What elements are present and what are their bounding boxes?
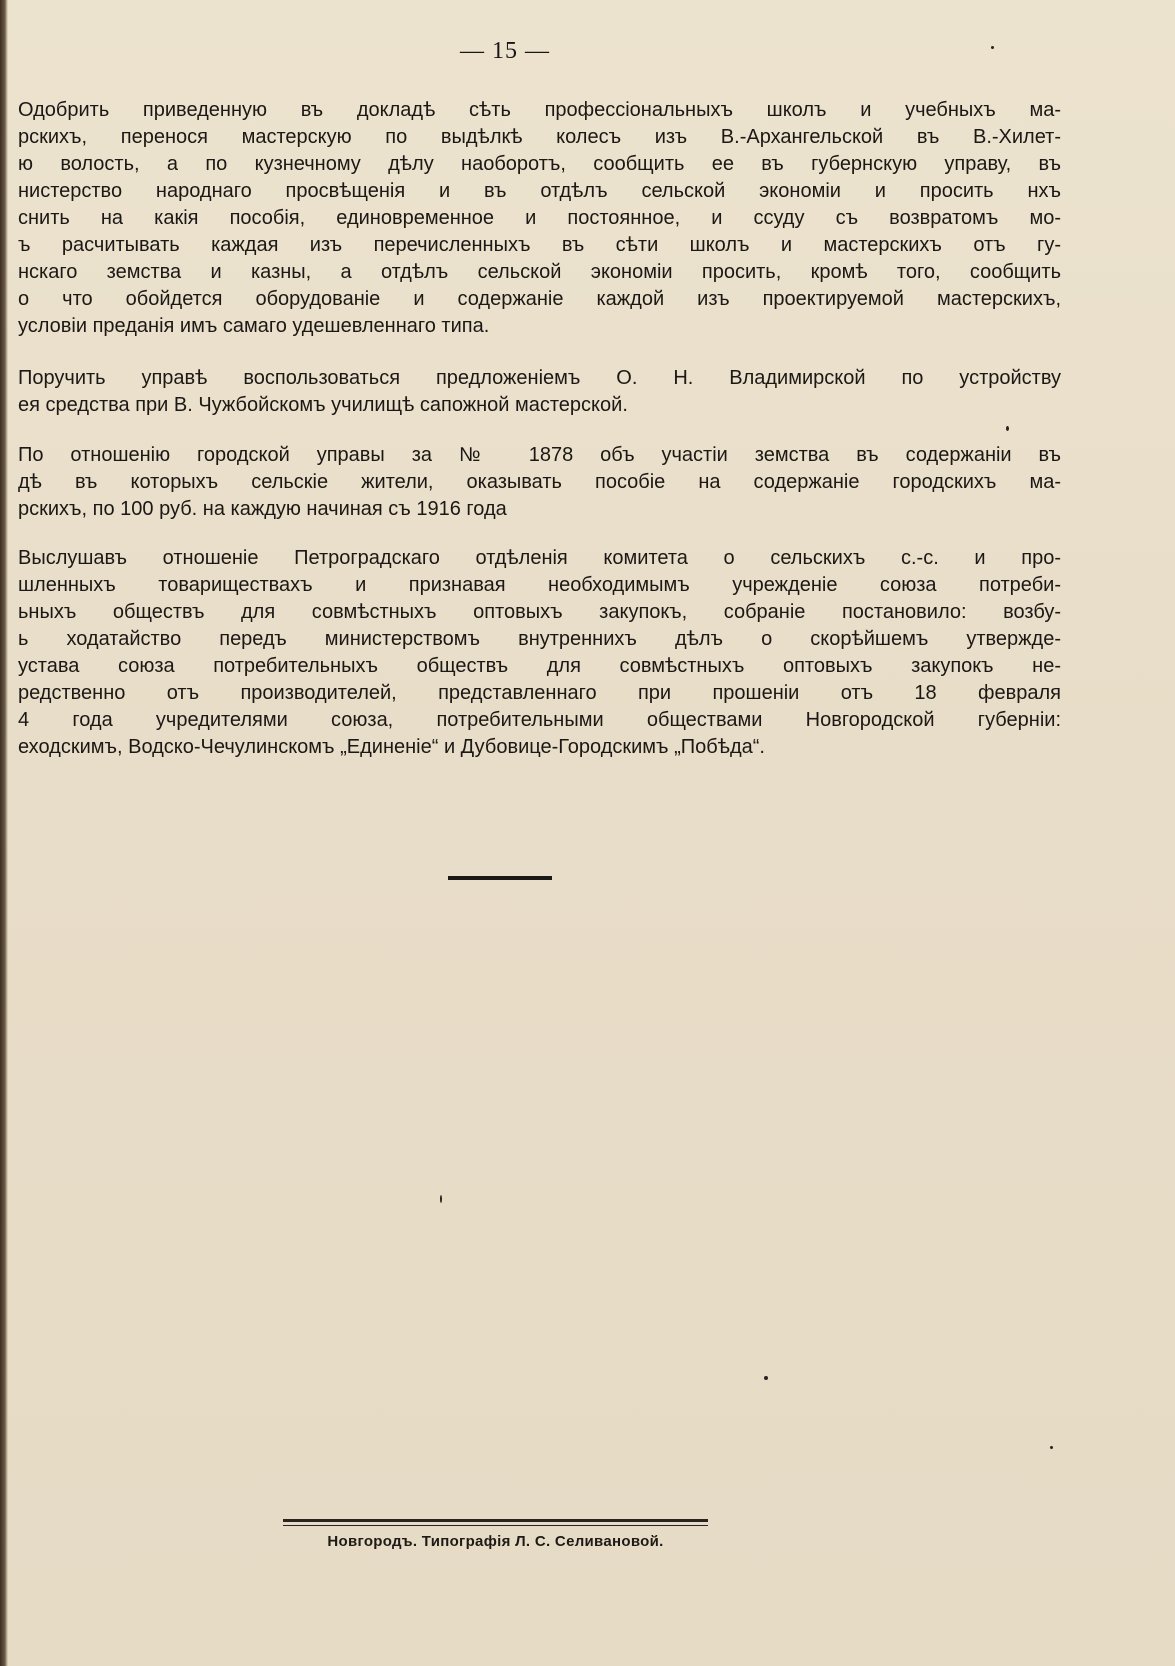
- text-line: 4 года учредителями союза, потребительными обществами Новгородской губерніи:: [18, 709, 1061, 731]
- paragraph-consumer-union: [18, 545, 1061, 761]
- text-line: дѣ въ которыхъ сельскіе жители, оказывать пособіе на содержаніе городскихъ ма-: [18, 471, 1061, 493]
- text-line: Одобрить приведенную въ докладѣ сѣть профессіональныхъ школъ и учебныхъ ма-: [18, 99, 1061, 121]
- text-line: устава союза потребительныхъ обществъ для совмѣстныхъ оптовыхъ закупокъ не-: [18, 655, 1061, 677]
- footer-rule: [283, 1519, 708, 1522]
- printer-imprint: Новгородъ. Типографія Л. С. Селивановой.: [327, 1533, 664, 1550]
- text-line: о что обойдется оборудованіе и содержаніе каждой изъ проектируемой мастерскихъ,: [18, 288, 1061, 310]
- scan-speck: [991, 46, 994, 49]
- text-line: ея средства при В. Чужбойскомъ училищѣ сапожной мастерской.: [18, 394, 628, 416]
- text-line: Поручить управѣ воспользоваться предложеніемъ О. Н. Владимирской по устройству: [18, 367, 1061, 389]
- text-line: По отношенію городской управы за № 1878 объ участіи земства въ содержаніи въ: [18, 444, 1061, 466]
- footer-rule-thin: [283, 1525, 708, 1526]
- text-line: снить на какія пособія, единовременное и постоянное, и ссуду съ возвратомъ мо-: [18, 207, 1061, 229]
- page-number: — 15 —: [460, 38, 550, 64]
- text-line: редственно отъ производителей, представленнаго при прошеніи отъ 18 февраля: [18, 682, 1061, 704]
- text-line: ъ расчитывать каждая изъ перечисленныхъ въ сѣти школъ и мастерскихъ отъ гу-: [18, 234, 1061, 256]
- scan-speck: [1006, 426, 1009, 431]
- text-line: еходскимъ, Водско-Чечулинскомъ „Единеніе“ и Дубовице-Городскимъ „Побѣда“.: [18, 736, 765, 758]
- text-line: Выслушавъ отношеніе Петроградскаго отдѣленія комитета о сельскихъ с.-с. и про-: [18, 547, 1061, 569]
- text-line: шленныхъ товариществахъ и признавая необходимымъ учрежденіе союза потреби-: [18, 574, 1061, 596]
- paragraph-workshops-schools: [18, 97, 1061, 340]
- scan-speck: [1050, 1446, 1053, 1449]
- text-line: рскихъ, перенося мастерскую по выдѣлкѣ колесъ изъ В.-Архангельской въ В.-Хилет-: [18, 126, 1061, 148]
- paragraph-shoe-workshop: [18, 365, 1061, 419]
- scan-speck: [764, 1376, 768, 1380]
- paragraph-city-council: [18, 442, 1061, 523]
- text-line: условіи преданія имъ самаго удешевленнаго типа.: [18, 315, 490, 337]
- text-line: нскаго земства и казны, а отдѣлъ сельской экономіи просить, кромѣ того, сообщить: [18, 261, 1061, 283]
- text-line: рскихъ, по 100 руб. на каждую начиная съ 1916 года: [18, 498, 507, 520]
- text-line: ьныхъ обществъ для совмѣстныхъ оптовыхъ закупокъ, собраніе постановило: возбу-: [18, 601, 1061, 623]
- scan-speck: [440, 1195, 442, 1203]
- text-line: ю волость, а по кузнечному дѣлу наоборотъ, сообщить ее въ губернскую управу, въ: [18, 153, 1061, 175]
- section-end-rule: [448, 876, 552, 880]
- text-line: нистерство народнаго просвѣщенія и въ отдѣлъ сельской экономіи и просить нхъ: [18, 180, 1061, 202]
- page-binding-edge: [0, 0, 8, 1666]
- text-line: ь ходатайство передъ министерствомъ внутреннихъ дѣлъ о скорѣйшемъ утвержде-: [18, 628, 1061, 650]
